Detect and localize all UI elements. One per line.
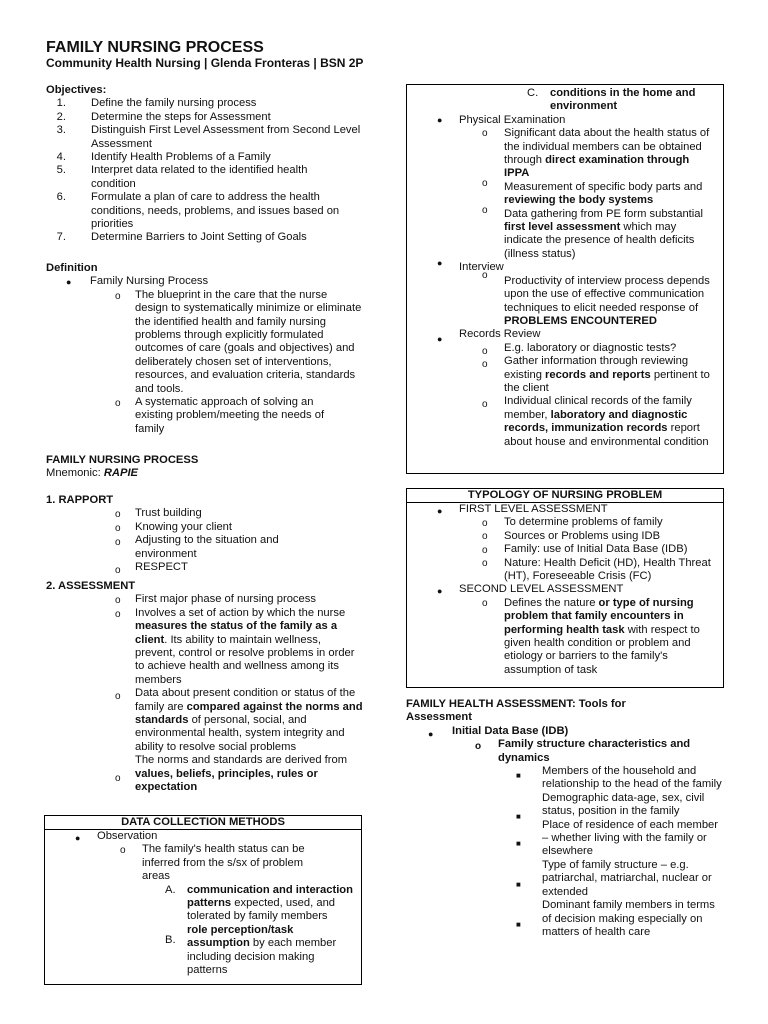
first-level-item: To determine problems of family (504, 516, 663, 529)
square-bullet-icon: ■ (516, 839, 521, 848)
fha-section (406, 698, 724, 939)
pe-item: Data gathering from PE form substantial first level assessment which may indicate the presence of health deficits (illness status) (504, 207, 703, 260)
square-bullet-icon: ■ (516, 880, 521, 889)
rapport-item: Knowing your client (135, 520, 233, 533)
bullet-icon: ● (437, 115, 443, 125)
circle-bullet-icon: o (115, 398, 121, 409)
bullet-icon: ● (437, 334, 443, 344)
records-review-label: Records Review (459, 328, 541, 341)
objectives-heading: Objectives: (46, 84, 107, 96)
fha-item: Demographic data-age, sex, civil status, position in the family (542, 791, 705, 818)
objectives-list: 1. Define the family nursing process 2. Determine the steps for Assessment 3. Distinguish First Level Assessment from Second Level Assessment 4. Identify Health Problems of a Family 5. Interpret data related to the identified health condition 6. Formulate a plan of care to address the health conditions, needs, problems, and issues based on priorities 7. Determine Barriers to Joint Setting of Goals (46, 97, 366, 247)
observation-a: communication and interaction patterns expected, used, and tolerated by family members (187, 883, 353, 923)
rapport-section (46, 494, 366, 574)
physical-exam-label: Physical Examination (459, 113, 566, 126)
first-level-item: Sources or Problems using IDB (504, 529, 661, 542)
typology-title: TYPOLOGY OF NURSING PROBLEM (407, 489, 723, 503)
circle-bullet-icon: o (115, 691, 121, 702)
objective-item: Determine Barriers to Joint Setting of Goals (91, 231, 307, 244)
circle-bullet-icon: o (115, 595, 121, 606)
interview-item: Productivity of interview process depends upon the use of effective communication techniques to elicit needed response of PROBLEMS ENCOUNTERED (504, 274, 710, 327)
first-level-item: Nature: Health Deficit (HD), Health Threat (HT), Foreseeable Crisis (FC) (504, 556, 711, 583)
fha-item: Type of family structure – e.g. patriarchal, matriarchal, nuclear or extended (542, 858, 712, 898)
data-collection-title: DATA COLLECTION METHODS (45, 816, 361, 830)
circle-bullet-icon: o (115, 609, 121, 620)
fsc-label: Family structure characteristics and dynamics (498, 738, 691, 764)
typology-box (406, 488, 724, 688)
circle-bullet-icon: o (482, 359, 488, 370)
circle-bullet-icon: o (115, 523, 121, 534)
records-item: E.g. laboratory or diagnostic tests? (504, 341, 677, 354)
circle-bullet-icon: o (115, 537, 121, 548)
square-bullet-icon: ■ (516, 812, 521, 821)
circle-bullet-icon: o (482, 558, 488, 569)
rapie-mnemonic: Mnemonic: RAPIE (46, 467, 139, 480)
observation-c: conditions in the home and environment (550, 87, 696, 113)
objective-item: Identify Health Problems of a Family (91, 151, 271, 163)
rapie-heading: FAMILY NURSING PROCESS (46, 454, 199, 466)
circle-bullet-icon: o (482, 346, 488, 357)
circle-bullet-icon: o (120, 845, 126, 856)
objective-item: Determine the steps for Assessment (91, 110, 271, 123)
page-title: FAMILY NURSING PROCESS (46, 39, 264, 56)
rapport-heading: 1. RAPPORT (46, 494, 114, 506)
assessment-item: Data about present condition or status of the family are compared against the norms and standards of personal, social, and environmental health, system integrity and ability to resolve social problems (135, 687, 363, 753)
objective-item: Interpret data related to the identified health condition (91, 164, 308, 190)
fha-heading: FAMILY HEALTH ASSESSMENT: Tools for Assessment (406, 698, 626, 724)
pe-item: Significant data about the health status of the individual members can be obtained through direct examination through IPPA (504, 127, 710, 180)
list-letter: C. (527, 87, 539, 99)
circle-bullet-icon: o (115, 565, 121, 576)
second-level-label: SECOND LEVEL ASSESSMENT (459, 583, 624, 596)
objectives-section (46, 84, 366, 247)
circle-bullet-icon: o (115, 291, 121, 302)
list-letter: A. (165, 884, 176, 896)
circle-bullet-icon: o (482, 518, 488, 529)
bullet-icon: ● (66, 277, 72, 287)
square-bullet-icon: ■ (516, 920, 521, 929)
list-letter: B. (165, 934, 176, 946)
fha-item: Dominant family members in terms of decision making especially on matters of health care (542, 899, 715, 938)
first-level-item: Family: use of Initial Data Base (IDB) (504, 543, 688, 556)
circle-bullet-icon: o (482, 128, 488, 139)
definition-sub1: The blueprint in the care that the nurse design to systematically minimize or eliminate the identified health and family nursing problems through explicitly formulated outcomes of care (goals and objectives) and deliberately chosen set of interventions, resources, and evaluation criteria, standards and tools. (135, 288, 362, 395)
circle-bullet-icon: o (482, 178, 488, 189)
data-collection-continued-box (406, 84, 724, 474)
definition-section (46, 262, 366, 436)
rapport-item: Trust building (135, 507, 202, 520)
bullet-icon: ● (75, 833, 81, 843)
assessment-heading: 2. ASSESSMENT (46, 580, 136, 592)
bullet-icon: ● (437, 258, 443, 268)
fha-item: Members of the household and relationship to the head of the family (542, 765, 722, 791)
circle-bullet-icon: o (482, 545, 488, 556)
rapport-item: RESPECT (135, 561, 188, 574)
observation-b: role perception/task assumption by each member including decision making patterns (187, 923, 337, 977)
definition-sub2: A systematic approach of solving an existing problem/meeting the needs of family (135, 396, 325, 435)
assessment-item: First major phase of nursing process (135, 593, 316, 606)
data-collection-box (44, 815, 362, 985)
circle-bullet-icon: o (482, 598, 488, 609)
objective-item: Define the family nursing process (91, 97, 257, 110)
records-item: Gather information through reviewing existing records and reports pertinent to the client (504, 355, 710, 394)
bullet-icon: ● (437, 586, 443, 596)
definition-term: Family Nursing Process (90, 275, 209, 288)
assessment-section (46, 580, 366, 795)
assessment-item: The norms and standards are derived from values, beliefs, principles, rules or expectation (135, 754, 348, 794)
second-level-item: Defines the nature or type of nursing problem that family encounters in performing health task with respect to given health condition or problem and etiology or barriers to the family's assumption of task (504, 596, 700, 676)
objective-item: Distinguish First Level Assessment from Second Level Assessment (91, 124, 361, 150)
circle-bullet-icon: o (482, 270, 488, 281)
bullet-icon: ● (428, 729, 434, 739)
rapie-section (46, 454, 366, 481)
definition-heading: Definition (46, 262, 98, 274)
assessment-item: Involves a set of action by which the nurse measures the status of the family as a client. Its ability to maintain wellness, prevent, control or resolve problems in order to achieve health and wellness among its members (135, 606, 355, 686)
square-bullet-icon: ■ (516, 771, 521, 780)
circle-bullet-icon: o (482, 205, 488, 216)
first-level-label: FIRST LEVEL ASSESSMENT (459, 503, 608, 515)
circle-bullet-icon: o (475, 741, 482, 752)
records-item: Individual clinical records of the family member, laboratory and diagnostic records, immunization records report about house and environmental condition (504, 395, 709, 448)
bullet-icon: ● (437, 506, 443, 516)
objective-item: Formulate a plan of care to address the health conditions, needs, problems, and issues based on priorities (91, 191, 340, 231)
circle-bullet-icon: o (482, 399, 488, 410)
circle-bullet-icon: o (115, 773, 121, 784)
interview-label: Interview (459, 261, 504, 274)
circle-bullet-icon: o (115, 509, 121, 520)
page-subtitle: Community Health Nursing | Glenda Fronteras | BSN 2P (46, 56, 364, 70)
fha-item: Place of residence of each member – whether living with the family or elsewhere (542, 818, 718, 858)
observation-sub: The family's health status can be inferred from the s/sx of problem areas (142, 843, 305, 883)
observation-label: Observation (97, 830, 158, 842)
pe-item: Measurement of specific body parts and reviewing the body systems (504, 180, 703, 207)
rapport-item: Adjusting to the situation and environment (135, 534, 279, 560)
idb-label: Initial Data Base (IDB) (452, 724, 569, 737)
circle-bullet-icon: o (482, 531, 488, 542)
